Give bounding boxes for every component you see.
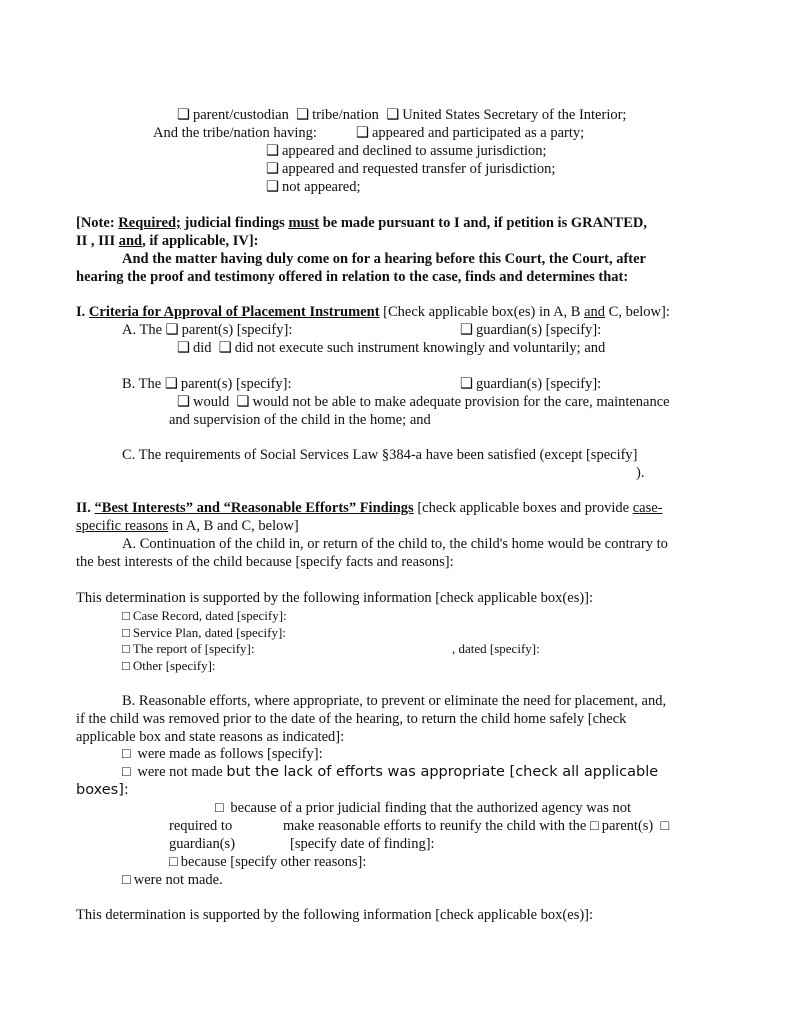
- section-2a-line-1: A. Continuation of the child in, or return of the child to, the child's home would be contrary to: [122, 536, 668, 552]
- checkbox-icon[interactable]: ❑: [177, 340, 190, 356]
- tribe-label: And the tribe/nation having:: [153, 125, 317, 141]
- section-2b-line-2: if the child was removed prior to the date of the hearing, to return the child home safely [check: [76, 711, 627, 727]
- checkbox-icon[interactable]: □: [122, 625, 130, 640]
- support-case-record: □ Case Record, dated [specify]:: [122, 608, 287, 623]
- section-1-heading: I. Criteria for Approval of Placement Instrument [Check applicable box(es) in A, B and C, below]:: [76, 304, 670, 320]
- hearing-line-1: And the matter having duly come on for a hearing before this Court, the Court, after: [122, 251, 646, 267]
- checkbox-icon[interactable]: ❑: [296, 107, 310, 123]
- checkbox-icon[interactable]: □: [660, 818, 670, 834]
- checkbox-icon[interactable]: ❑: [165, 322, 179, 338]
- checkbox-icon[interactable]: □: [589, 818, 599, 834]
- checkbox-icon[interactable]: ❑: [177, 107, 190, 123]
- option-were-not-made: □ were not made.: [122, 872, 223, 888]
- option-tribe-nation: tribe/nation: [312, 107, 379, 123]
- section-1b-guardian: ❑ guardian(s) [specify]:: [460, 376, 602, 392]
- tribe-option-declined: ❑ appeared and declined to assume jurisdiction;: [266, 143, 547, 159]
- checkbox-icon[interactable]: ❑: [356, 125, 369, 141]
- checkbox-icon[interactable]: ❑: [460, 322, 473, 338]
- support-report-of: □ The report of [specify]:: [122, 641, 255, 656]
- checkbox-icon[interactable]: □: [169, 854, 178, 870]
- option-parent-custodian: parent/custodian: [193, 107, 289, 123]
- section-1b-line-2: and supervision of the child in the home; and: [169, 412, 431, 428]
- section-1b-row: B. The ❑ parent(s) [specify]:: [122, 376, 292, 392]
- party-options-row: [177, 106, 626, 124]
- section-2-heading: II. “Best Interests” and “Reasonable Efforts” Findings [check applicable boxes and provide case-: [76, 500, 663, 516]
- support-line-1: This determination is supported by the following information [check applicable box(es)]:: [76, 590, 594, 606]
- checkbox-icon[interactable]: □: [122, 872, 131, 888]
- checkbox-icon[interactable]: □: [122, 641, 130, 656]
- option-were-made: □ were made as follows [specify]:: [122, 746, 323, 762]
- hearing-line-2: hearing the proof and testimony offered in relation to the case, finds and determines that:: [76, 269, 629, 285]
- checkbox-icon[interactable]: ❑: [460, 376, 473, 392]
- checkbox-icon[interactable]: ❑: [266, 143, 279, 159]
- checkbox-icon[interactable]: □: [122, 746, 131, 762]
- prior-line-2b: make reasonable efforts to reunify the child with the □ parent(s) □: [283, 818, 670, 834]
- section-1c-line: C. The requirements of Social Services Law §384-a have been satisfied (except [specify]: [122, 447, 638, 463]
- support-report-dated: , dated [specify]:: [452, 641, 540, 656]
- option-prior-finding: □ because of a prior judicial finding that the authorized agency was not: [215, 800, 632, 816]
- option-secretary-interior: United States Secretary of the Interior;: [402, 107, 627, 123]
- section-1b-provision: ❑ would ❑ would not be able to make adequate provision for the care, maintenance: [177, 394, 670, 410]
- checkbox-icon[interactable]: ❑: [164, 376, 178, 392]
- checkbox-icon[interactable]: ❑: [266, 179, 279, 195]
- tribe-option-participated: ❑ appeared and participated as a party;: [356, 125, 585, 141]
- tribe-option-not-appeared: ❑ not appeared;: [266, 179, 361, 195]
- checkbox-icon[interactable]: ❑: [386, 107, 400, 123]
- support-line-2: This determination is supported by the following information [check applicable box(es)]:: [76, 907, 594, 923]
- section-1a-execute: ❑ did ❑ did not execute such instrument knowingly and voluntarily; and: [177, 340, 606, 356]
- checkbox-icon[interactable]: ❑: [266, 161, 279, 177]
- checkbox-icon[interactable]: □: [122, 764, 131, 780]
- prior-line-2a: required to: [169, 818, 233, 834]
- section-2b-line-3: applicable box and state reasons as indicated]:: [76, 729, 345, 745]
- section-2b-line-1: B. Reasonable efforts, where appropriate, to prevent or eliminate the need for placement, and,: [122, 693, 667, 709]
- section-2-heading-line-2: specific reasons in A, B and C, below]: [76, 518, 299, 534]
- checkbox-icon[interactable]: ❑: [218, 340, 232, 356]
- checkbox-icon[interactable]: □: [122, 608, 130, 623]
- support-service-plan: □ Service Plan, dated [specify]:: [122, 625, 286, 640]
- note-line-2: II , III and, if applicable, IV]:: [76, 233, 259, 249]
- boxes-continuation: boxes]:: [76, 782, 129, 798]
- checkbox-icon[interactable]: ❑: [236, 394, 250, 410]
- checkbox-icon[interactable]: □: [122, 658, 130, 673]
- section-2-title: “Best Interests” and “Reasonable Efforts” Findings: [94, 500, 414, 516]
- section-1a-guardian: ❑ guardian(s) [specify]:: [460, 322, 602, 338]
- tribe-option-transfer: ❑ appeared and requested transfer of jurisdiction;: [266, 161, 556, 177]
- checkbox-icon[interactable]: □: [215, 800, 224, 816]
- prior-line-3a: guardian(s): [169, 836, 236, 852]
- checkbox-icon[interactable]: ❑: [177, 394, 190, 410]
- support-other: □ Other [specify]:: [122, 658, 216, 673]
- option-were-not-made-appropriate: □ were not made but the lack of efforts was appropriate [check all applicable: [122, 764, 659, 780]
- option-other-reasons: □ because [specify other reasons]:: [169, 854, 367, 870]
- note-line-1: [Note: Required; judicial findings must be made pursuant to I and, if petition is GRANTED,: [76, 215, 647, 231]
- section-2a-line-2: the best interests of the child because [specify facts and reasons]:: [76, 554, 454, 570]
- section-1a-row: A. The ❑ parent(s) [specify]:: [122, 322, 293, 338]
- section-1-title: Criteria for Approval of Placement Instrument: [88, 304, 380, 320]
- section-1c-close: ).: [636, 465, 645, 481]
- prior-line-3b: [specify date of finding]:: [290, 836, 435, 852]
